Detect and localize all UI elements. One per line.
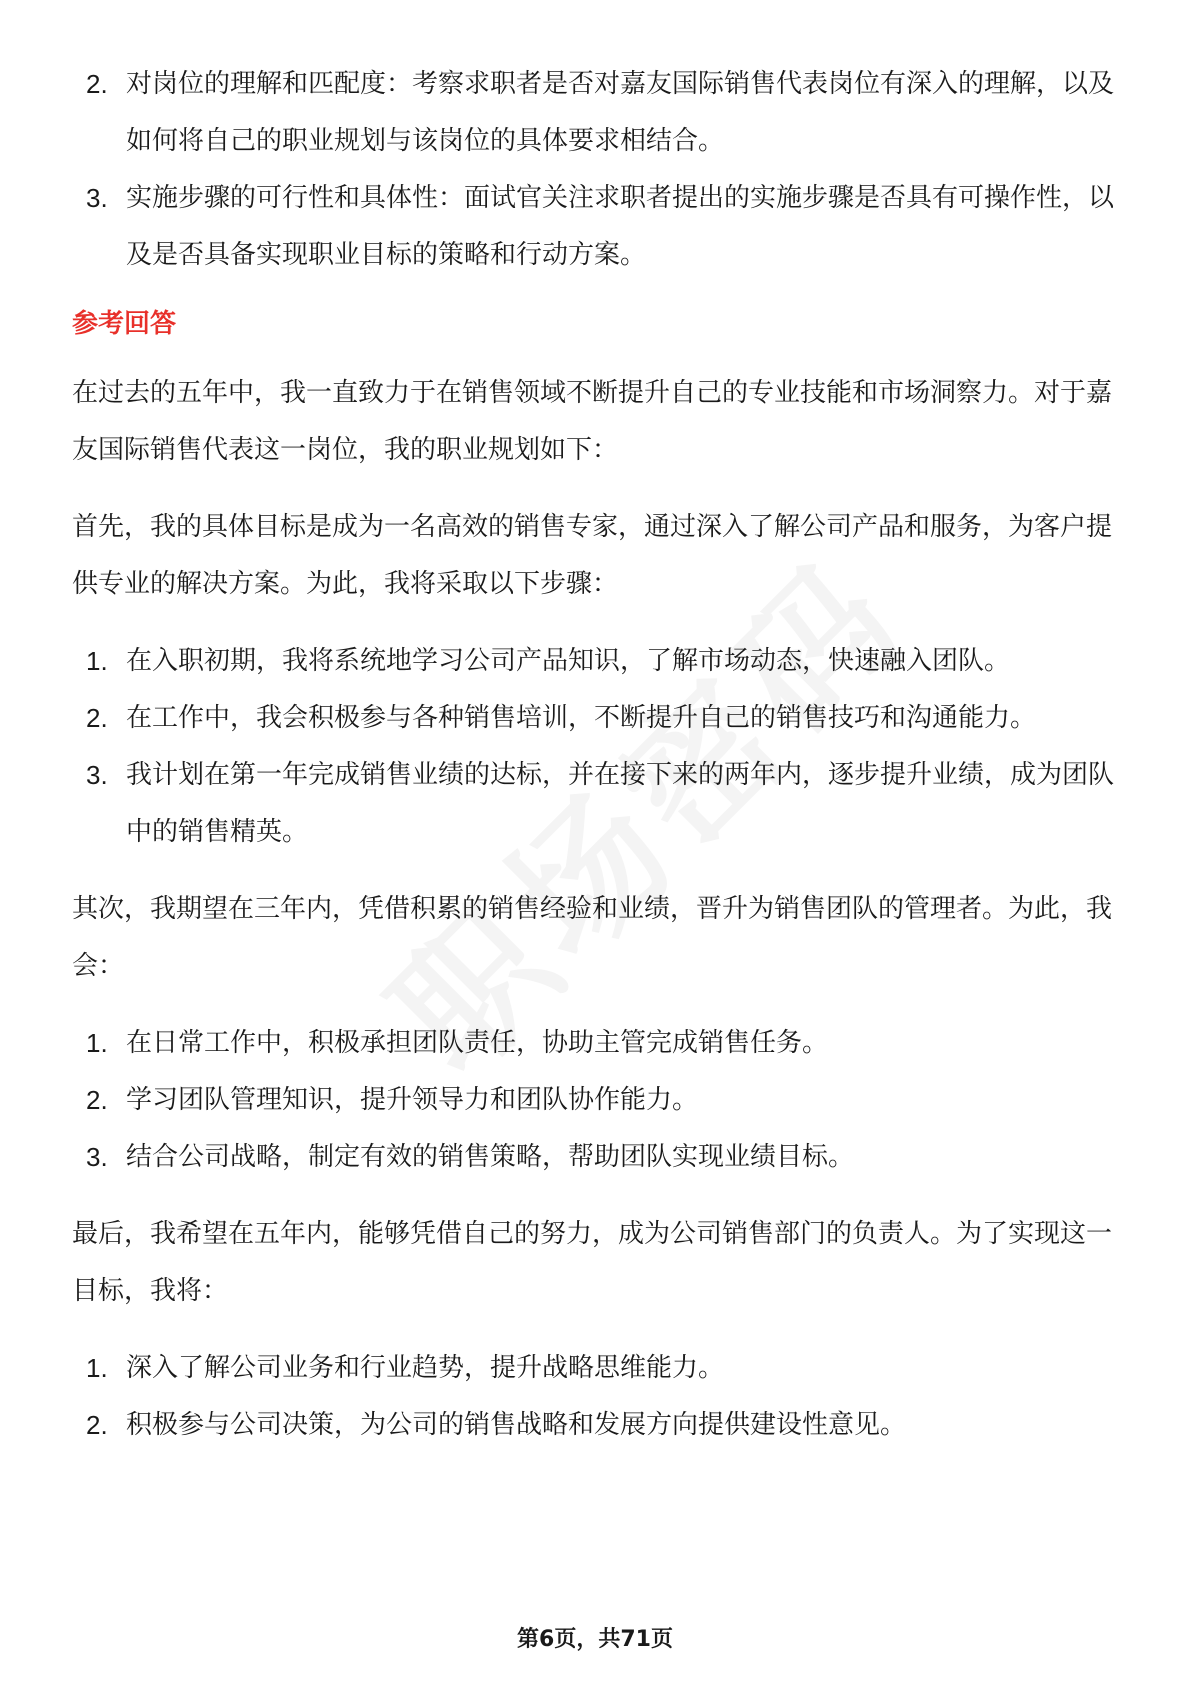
second-numbered-list xyxy=(72,1015,1120,1186)
list-item-text: 在工作中，我会积极参与各种销售培训，不断提升自己的销售技巧和沟通能力。 xyxy=(126,703,1037,733)
list-item xyxy=(72,56,1120,170)
section-heading: 参考回答 xyxy=(72,309,177,339)
list-item-text: 在入职初期，我将系统地学习公司产品知识，了解市场动态，快速融入团队。 xyxy=(126,646,1011,676)
list-number: 2. xyxy=(86,69,108,99)
top-numbered-list xyxy=(72,56,1120,284)
list-number: 1. xyxy=(86,646,108,676)
first-numbered-list xyxy=(72,633,1120,861)
list-number: 3. xyxy=(86,760,108,790)
list-item-text: 对岗位的理解和匹配度：考察求职者是否对嘉友国际销售代表岗位有深入的理解，以及如何将自己的职业规划与该岗位的具体要求相结合。 xyxy=(126,69,1115,156)
list-item-text: 结合公司战略，制定有效的销售策略，帮助团队实现业绩目标。 xyxy=(126,1142,855,1172)
document-content xyxy=(72,56,1120,1454)
list-item-text: 积极参与公司决策，为公司的销售战略和发展方向提供建设性意见。 xyxy=(126,1410,907,1440)
second-paragraph: 其次，我期望在三年内，凭借积累的销售经验和业绩，晋升为销售团队的管理者。为此，我会： xyxy=(72,894,1113,981)
third-paragraph: 最后，我希望在五年内，能够凭借自己的努力，成为公司销售部门的负责人。为了实现这一目标，我将： xyxy=(72,1219,1113,1306)
list-number: 3. xyxy=(86,183,108,213)
list-item xyxy=(72,1015,1120,1072)
list-item xyxy=(72,1397,1120,1454)
list-item xyxy=(72,170,1120,284)
list-item-text: 深入了解公司业务和行业趋势，提升战略思维能力。 xyxy=(126,1353,725,1383)
list-number: 2. xyxy=(86,1410,108,1440)
first-paragraph: 首先，我的具体目标是成为一名高效的销售专家，通过深入了解公司产品和服务，为客户提供专业的解决方案。为此，我将采取以下步骤： xyxy=(72,512,1113,599)
page-footer: 第6页，共71页 xyxy=(517,1627,673,1652)
intro-paragraph: 在过去的五年中，我一直致力于在销售领域不断提升自己的专业技能和市场洞察力。对于嘉友国际销售代表这一岗位，我的职业规划如下： xyxy=(72,378,1113,465)
list-number: 2. xyxy=(86,703,108,733)
list-item-text: 学习团队管理知识，提升领导力和团队协作能力。 xyxy=(126,1085,699,1115)
third-numbered-list xyxy=(72,1340,1120,1454)
list-item-text: 在日常工作中，积极承担团队责任，协助主管完成销售任务。 xyxy=(126,1028,829,1058)
list-item xyxy=(72,633,1120,690)
list-item-text: 我计划在第一年完成销售业绩的达标，并在接下来的两年内，逐步提升业绩，成为团队中的销售精英。 xyxy=(126,760,1115,847)
list-number: 1. xyxy=(86,1353,108,1383)
list-number: 1. xyxy=(86,1028,108,1058)
list-item xyxy=(72,690,1120,747)
list-number: 2. xyxy=(86,1085,108,1115)
list-item xyxy=(72,1340,1120,1397)
list-item-text: 实施步骤的可行性和具体性：面试官关注求职者提出的实施步骤是否具有可操作性，以及是否具备实现职业目标的策略和行动方案。 xyxy=(126,183,1115,270)
list-number: 3. xyxy=(86,1142,108,1172)
list-item xyxy=(72,1072,1120,1129)
list-item xyxy=(72,1129,1120,1186)
list-item xyxy=(72,747,1120,861)
